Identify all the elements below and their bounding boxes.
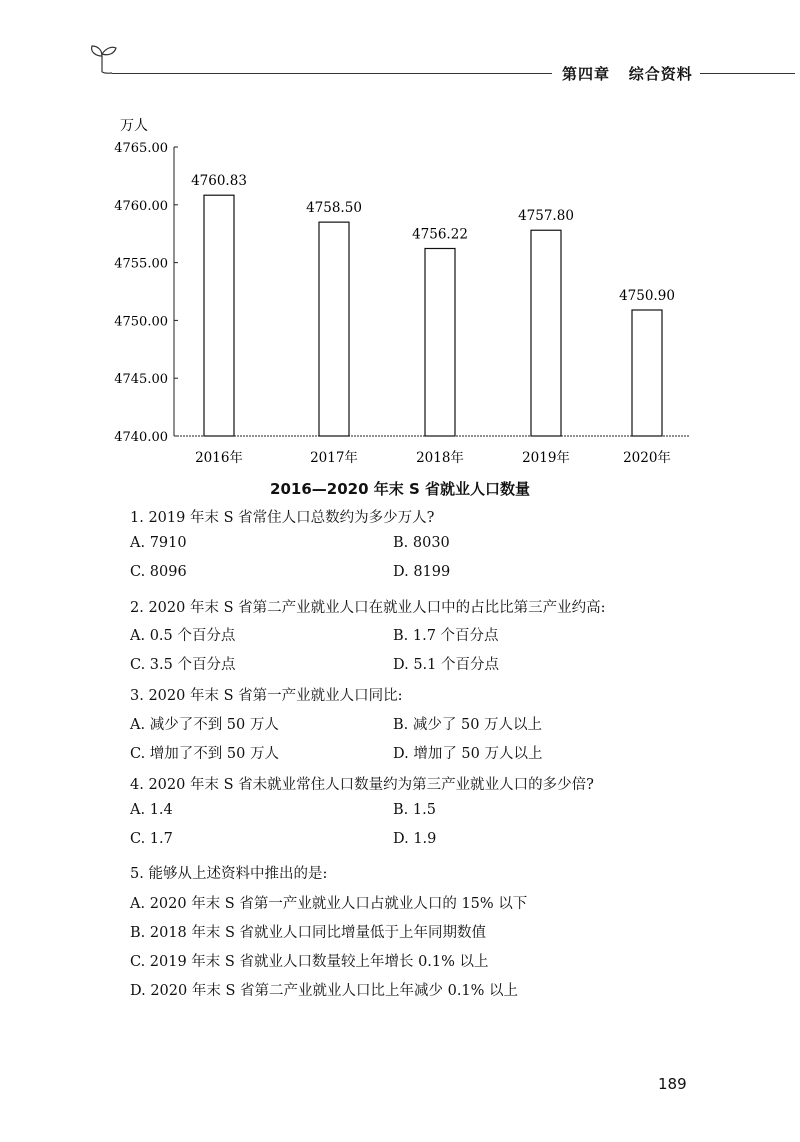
bar-value-label: 4758.50	[306, 200, 362, 217]
answer-option: A. 减少了不到 50 万人	[130, 717, 279, 733]
answer-option: C. 增加了不到 50 万人	[130, 746, 279, 762]
answer-option: B. 2018 年末 S 省就业人口同比增量低于上年同期数值	[130, 925, 487, 941]
answer-option: C. 1.7	[130, 831, 173, 847]
bar-value-label: 4750.90	[619, 287, 675, 304]
y-tick-label: 4750.00	[114, 314, 168, 330]
question-stem: 4. 2020 年末 S 省未就业常住人口数量约为第三产业就业人口的多少倍?	[130, 777, 594, 793]
answer-option: D. 8199	[393, 564, 451, 580]
answer-option: A. 7910	[130, 535, 187, 551]
y-tick-label: 4765.00	[114, 141, 168, 156]
bar-value-label: 4756.22	[412, 226, 468, 243]
question-stem: 3. 2020 年末 S 省第一产业就业人口同比:	[130, 688, 403, 704]
section-label: 综合资料	[628, 65, 693, 83]
question-stem: 2. 2020 年末 S 省第二产业就业人口在就业人口中的占比比第三产业约高:	[130, 600, 606, 616]
answer-option: D. 5.1 个百分点	[393, 657, 499, 673]
page-number: 189	[658, 1075, 687, 1093]
y-tick-label: 4760.00	[114, 198, 168, 214]
answer-option: D. 1.9	[393, 831, 437, 847]
answer-option: D. 增加了 50 万人以上	[393, 746, 543, 762]
x-tick-label: 2020年	[623, 450, 671, 466]
x-tick-label: 2019年	[522, 450, 570, 466]
chapter-label: 第四章	[562, 65, 611, 83]
answer-option: A. 0.5 个百分点	[130, 628, 236, 644]
bar	[632, 310, 662, 436]
chart-title: 2016—2020 年末 S 省就业人口数量	[270, 480, 530, 498]
y-tick-label: 4740.00	[114, 430, 168, 445]
answer-option: D. 2020 年末 S 省第二产业就业人口比上年减少 0.1% 以上	[130, 983, 519, 999]
question-stem: 1. 2019 年末 S 省常住人口总数约为多少万人?	[130, 510, 435, 526]
x-tick-label: 2016年	[195, 450, 243, 466]
answer-option: C. 2019 年末 S 省就业人口数量较上年增长 0.1% 以上	[130, 954, 489, 970]
y-tick-label: 4755.00	[114, 256, 168, 272]
question-stem: 5. 能够从上述资料中推出的是:	[130, 866, 328, 882]
header-rule-left	[112, 73, 552, 74]
y-axis-unit-label: 万人	[120, 118, 148, 134]
bar	[531, 230, 561, 436]
answer-option: C. 8096	[130, 564, 187, 580]
answer-option: B. 8030	[393, 535, 450, 551]
bar	[425, 248, 455, 436]
x-tick-label: 2017年	[310, 450, 358, 466]
answer-option: B. 1.5	[393, 802, 436, 818]
answer-option: A. 1.4	[130, 802, 173, 818]
answer-option: C. 3.5 个百分点	[130, 657, 236, 673]
bar-value-label: 4760.83	[191, 173, 247, 190]
x-tick-label: 2018年	[416, 450, 464, 466]
employment-bar-chart	[100, 110, 700, 475]
running-header	[562, 63, 693, 84]
bar	[204, 195, 234, 436]
y-tick-label: 4745.00	[114, 372, 168, 388]
answer-option: B. 减少了 50 万人以上	[393, 717, 543, 733]
header-rule-right	[700, 73, 795, 74]
bar	[319, 222, 349, 436]
answer-option: B. 1.7 个百分点	[393, 628, 499, 644]
answer-option: A. 2020 年末 S 省第一产业就业人口占就业人口的 15% 以下	[130, 896, 528, 912]
bar-value-label: 4757.80	[518, 208, 574, 225]
